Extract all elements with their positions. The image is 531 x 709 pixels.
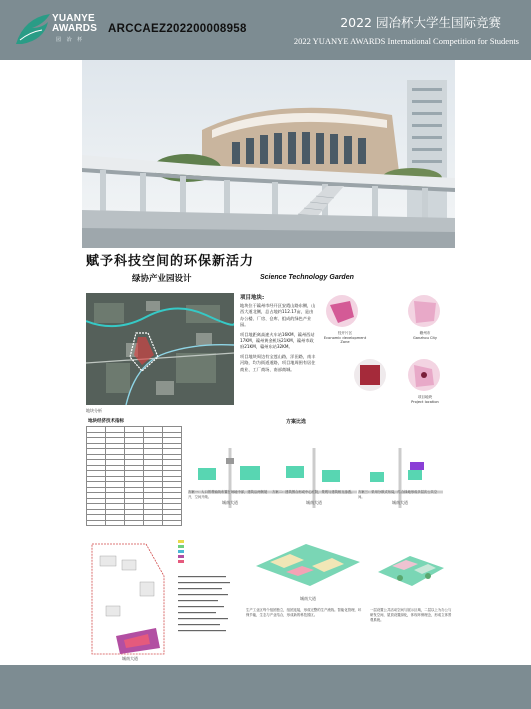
competition-title-cn: 2022 园冶杯大学生国际竞赛 <box>340 15 501 30</box>
site-legend <box>174 536 238 660</box>
hero-rendering <box>82 60 455 248</box>
project-intro <box>240 293 316 376</box>
poster-footer-bar <box>0 665 531 709</box>
plan-option-2 <box>272 428 357 528</box>
site-plan <box>86 536 170 662</box>
index-grid <box>86 426 182 526</box>
plans-title: 方案比选 <box>286 419 307 425</box>
design-poster <box>82 60 455 665</box>
intro-heading: 项目地块: <box>240 295 265 301</box>
plan-caption: 方案三：采用分散式布局，结合绿地形成多层次公共空间。 <box>358 490 438 499</box>
design-description: 一层设置公共活动空间与展示区域，二层以上为办公与研发空间，屋顶设置绿化，体现环保理念，形成立体景观系统。 <box>370 608 452 623</box>
intro-paragraph: 地块位于赣州市经开区安霞山路东侧，山西大道北侧，总占地约112.17亩，是由办公楼、厂房、仓库、组成的绿色产业园。 <box>240 303 316 328</box>
plan-road-label: 城南大道 <box>306 500 322 505</box>
iso-road-label: 城南大道 <box>300 596 316 601</box>
plan-caption: 方案二：建筑围合形成中心庭院，景观与建筑相互渗透。 <box>272 490 355 494</box>
competition-header <box>0 0 531 60</box>
plan-caption: 方案一：入口景观轴线布置在场地中部，建筑沿两侧展开，空间开敞。 <box>188 490 268 499</box>
circle-caption: 项目地块 Project location <box>411 395 439 404</box>
table-title: 地块经济技术指标 <box>88 419 124 424</box>
logo-subtext: 园 冶 杯 <box>56 37 85 43</box>
entry-code: ARCCAEZ202200008958 <box>108 23 247 35</box>
circle-caption: 赣州市 Ganzhou City <box>412 331 438 340</box>
competition-title-en: 2022 YUANYE AWARDS International Competition for Students <box>293 36 519 46</box>
plan-option-1 <box>188 428 273 528</box>
isometric-diagram <box>246 536 366 654</box>
plan-road-label: 城南大道 <box>392 500 408 505</box>
site-road-label: 城南大道 <box>122 656 138 661</box>
location-circles <box>320 293 452 413</box>
intro-paragraph: 项目地距离高速火车站16KM，赣州西站17KM，赣州黄金机场21KM，赣州市政府21KM，赣州东站32KM。 <box>240 331 315 350</box>
poster-subtitle: 绿协产业园设计 <box>132 274 192 284</box>
plan-road-label: 城南大道 <box>222 500 238 505</box>
intro-paragraph: 项目地块周边有宝莲山路，洋田路，南丰河路，均为街道道路，项目地周围有居住商业、工厂商场、南部商城。 <box>240 353 316 372</box>
map-caption: 地块分析 <box>86 408 102 413</box>
iso-caption: 生产工业区每个组团独立，组团连接，形成完整的生产流线。智能化管理，环保节能，生态与产业结合，形成新的科技园区。 <box>246 608 362 618</box>
circle-caption: 经开片区 Economic development Zone <box>323 331 367 344</box>
aerial-site-map <box>86 293 234 405</box>
plan-option-3 <box>358 428 443 528</box>
poster-subtitle-en: Science Technology Garden <box>260 274 354 281</box>
perspective-sketch <box>370 536 452 662</box>
poster-headline: 赋予科技空间的环保新活力 <box>86 254 255 269</box>
logo-wordmark: YUANYE AWARDS <box>52 13 98 34</box>
technical-index-table <box>86 418 186 528</box>
